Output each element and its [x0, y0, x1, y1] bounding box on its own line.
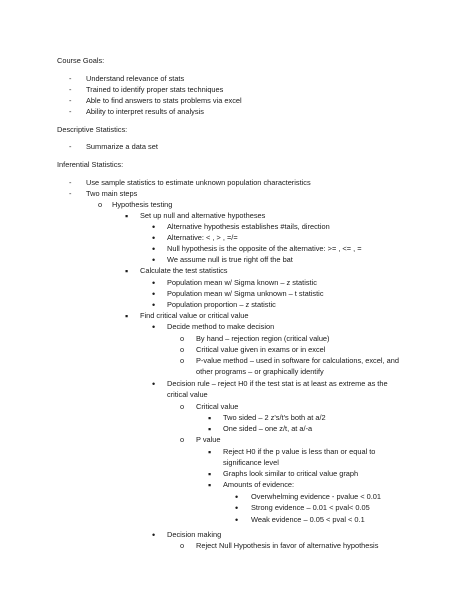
dot-bullet: •	[152, 529, 156, 540]
circle-bullet: o	[180, 345, 185, 354]
square-bullet: ▪	[125, 210, 129, 221]
square-bullet: ▪	[208, 479, 212, 490]
dot-bullet: •	[152, 221, 156, 232]
circle-bullet: o	[180, 435, 185, 444]
dash-bullet: -	[69, 85, 72, 94]
square-bullet: ▪	[208, 423, 212, 434]
dot-bullet: •	[152, 277, 156, 288]
circle-bullet: o	[180, 541, 185, 550]
dot-bullet: •	[152, 299, 156, 310]
dot-bullet: •	[152, 378, 156, 389]
circle-bullet: o	[180, 356, 185, 365]
dash-bullet: -	[69, 107, 72, 116]
dot-bullet: •	[152, 232, 156, 243]
dot-bullet: •	[235, 491, 239, 502]
heading-descriptive-statistics: Descriptive Statistics:	[57, 125, 128, 134]
dash-bullet: -	[69, 189, 72, 198]
dot-bullet: •	[235, 502, 239, 513]
square-bullet: ▪	[208, 468, 212, 479]
square-bullet: ▪	[208, 446, 212, 457]
dash-bullet: -	[69, 142, 72, 151]
dot-bullet: •	[152, 254, 156, 265]
dash-bullet: -	[69, 74, 72, 83]
heading-inferential-statistics: Inferential Statistics:	[57, 160, 124, 169]
square-bullet: ▪	[125, 310, 129, 321]
dot-bullet: •	[152, 321, 156, 332]
dash-bullet: -	[69, 96, 72, 105]
dot-bullet: •	[152, 288, 156, 299]
square-bullet: ▪	[208, 412, 212, 423]
circle-bullet: o	[98, 200, 103, 209]
circle-bullet: o	[180, 334, 185, 343]
dot-bullet: •	[152, 243, 156, 254]
dot-bullet: •	[235, 514, 239, 525]
square-bullet: ▪	[125, 265, 129, 276]
heading-course-goals: Course Goals:	[57, 56, 105, 65]
dash-bullet: -	[69, 178, 72, 187]
document-page: Course Goals: - Understand relevance of stats - Trained to identify proper stats techniques - Able to find answers to stats problems via excel - Ability to interpret results of analysis Descriptive Statistics: - Summarize a data set Inferential Statistics: - Use sample statistics to estimate unknown population characteristics - Two main steps o Hypothesis testing ▪ Set up null and alternative hypotheses • Alternative hypothesis establishes #tails, direction • Alternative: < , > , =/= • Null hypothesis is the opposite of the alternative: >= , <= , = • We assume null is true right off the bat ▪ Calculate the test statistics • Population mean w/ Sigma known – z statistic • Population mean w/ Sigma unknown – t statistic • Population proportion – z statistic ▪ Find critical value or critical value • Decide method to make decision o By hand – rejection region (critical value) o Critical value given in exams or in excel o P-value method – used in software for calculations, excel, and other programs – or graphically identify • Decision rule – reject H0 if the test stat is at least as extreme as the critical value o Critical value ▪ Two sided – 2 z's/t's both at a/2 ▪ One sided – one z/t, at a/-a o P value ▪ Reject H0 if the p value is less than or equal to significance level ▪ Graphs look similar to critical value graph ▪ Amounts of evidence: • Overwhelming evidence - pvalue < 0.01 • Strong evidence – 0.01 < pval< 0.05 • Weak evidence – 0.05 < pval < 0.1 • Decision making o Reject Null Hypothesis in favor of alternative hypothesis	[57, 56, 399, 550]
circle-bullet: o	[180, 402, 185, 411]
